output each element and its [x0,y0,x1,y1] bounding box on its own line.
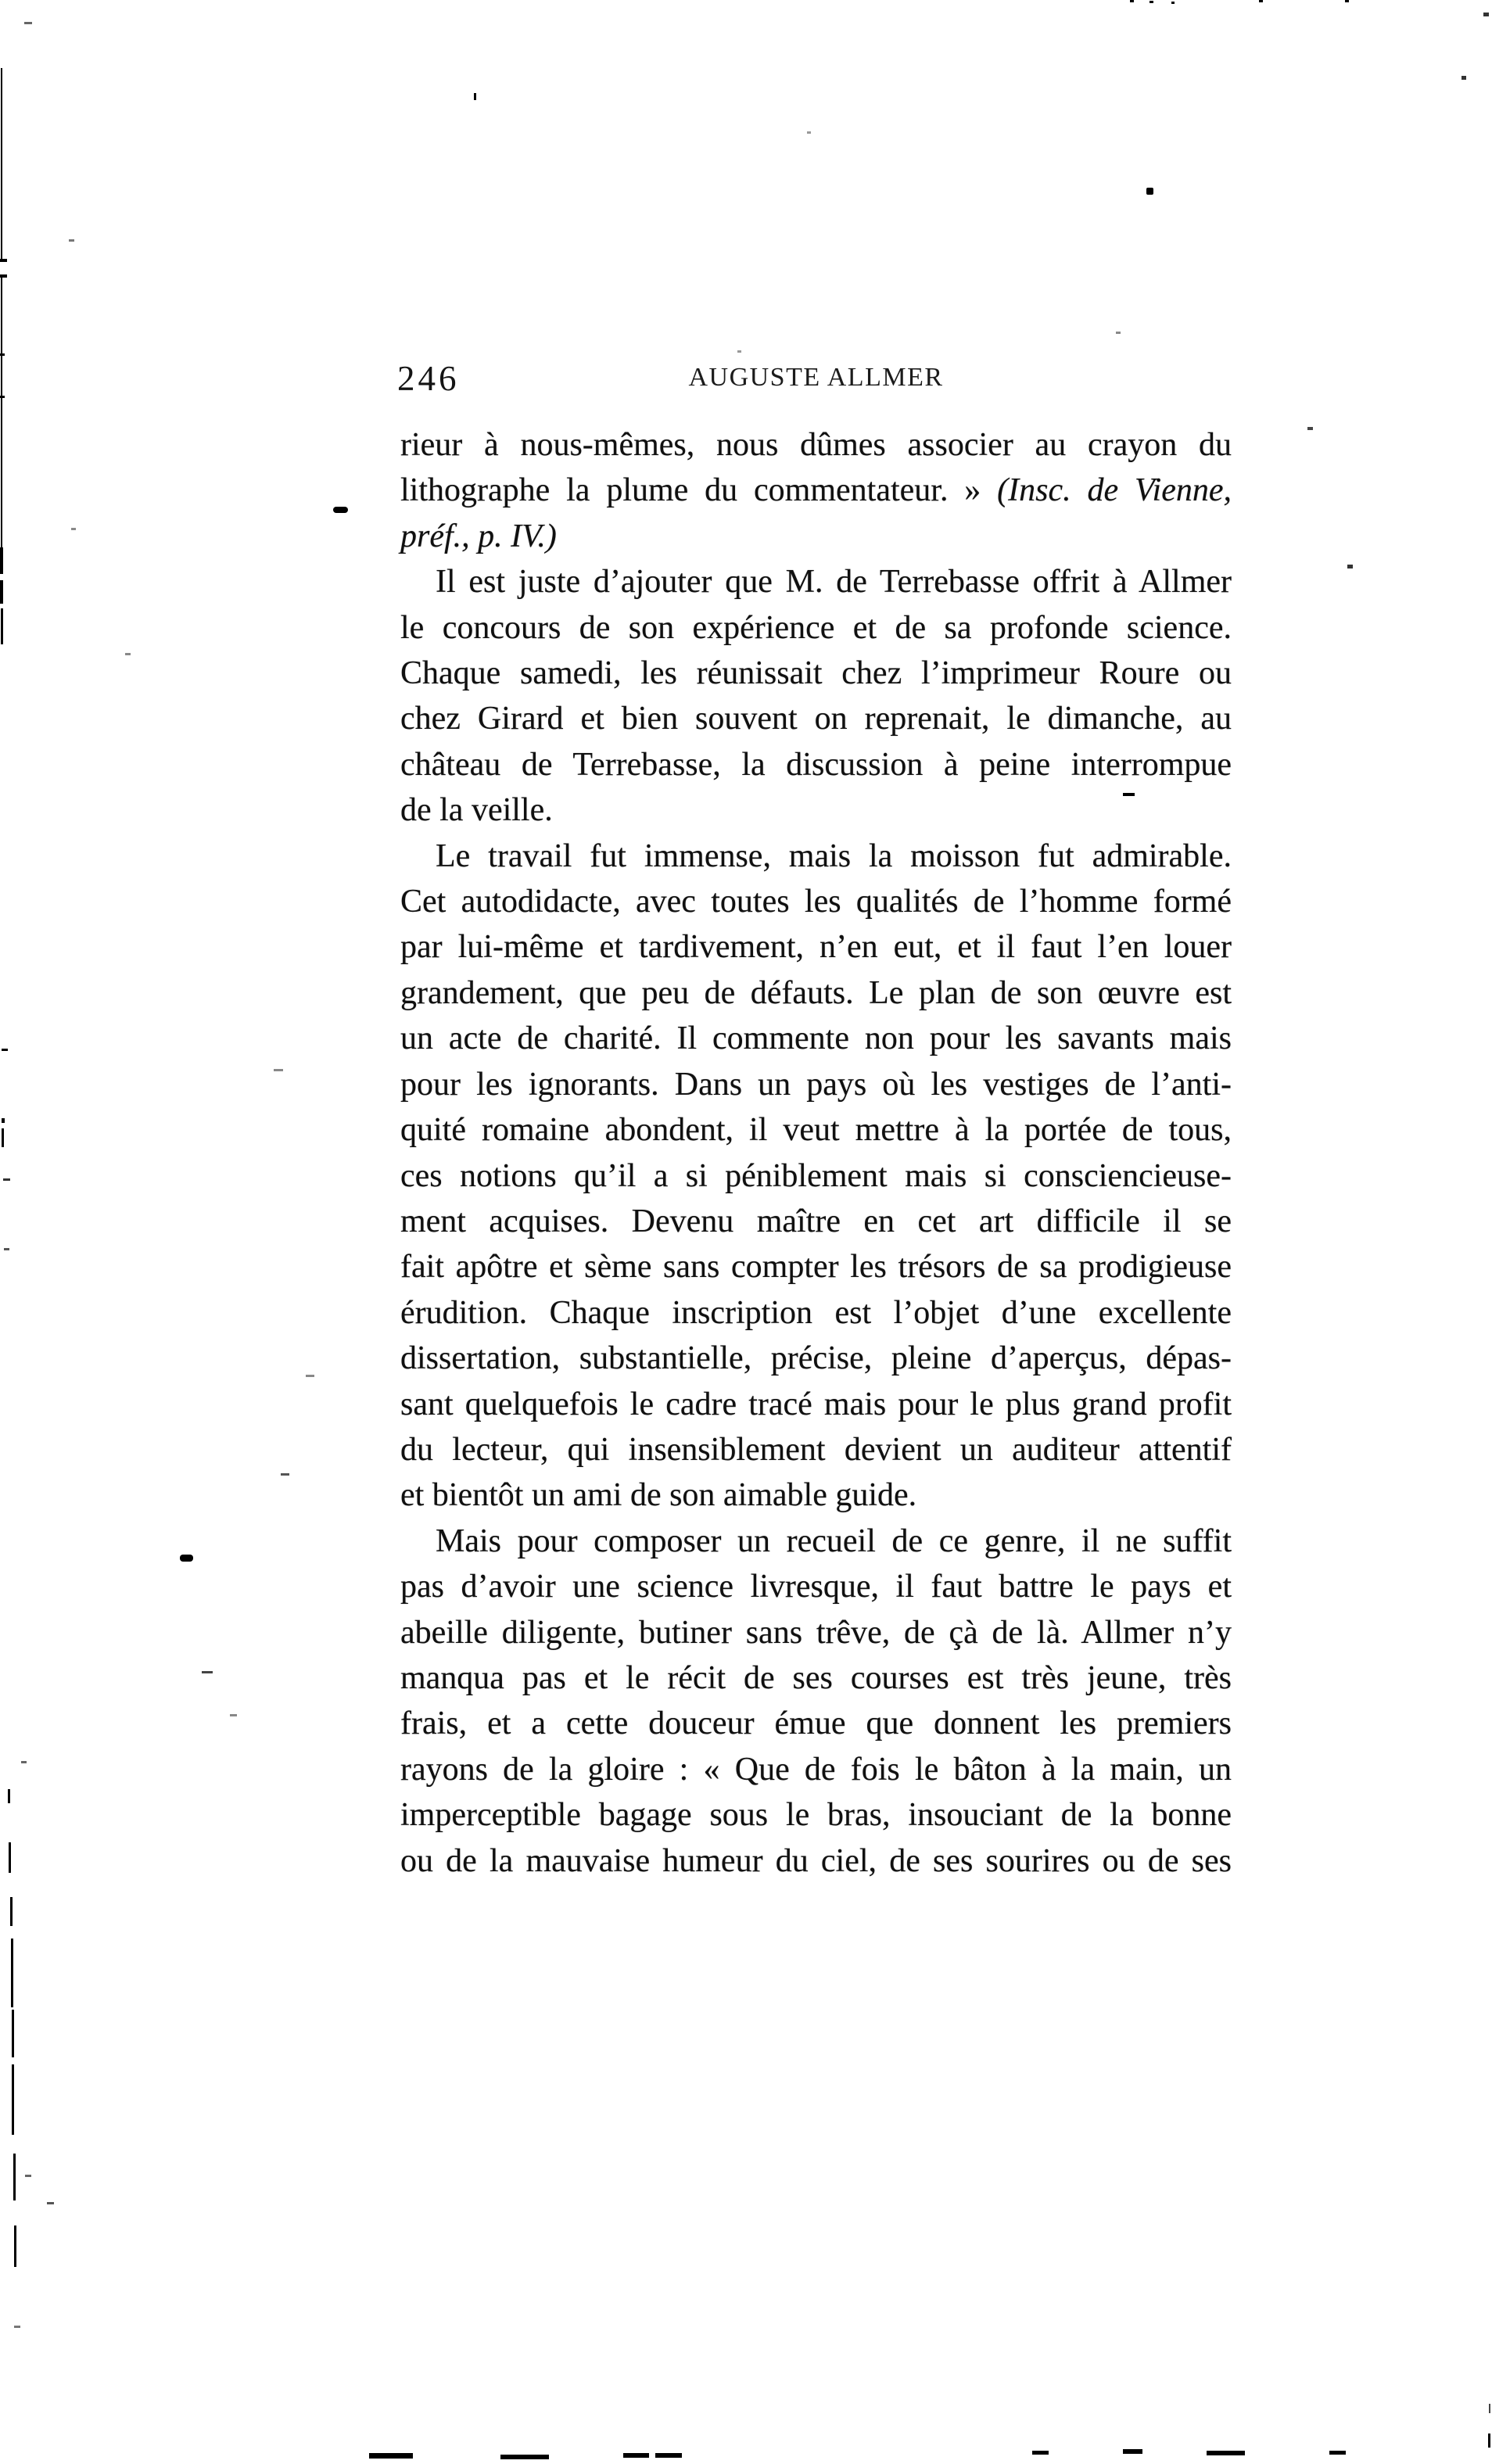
scan-speck [25,2175,31,2177]
line-text: le concours de son expérience et de sa profonde science. [400,609,1232,646]
line-text: chez Girard et bien souvent on reprenait, le dimanche, au [400,701,1232,737]
line-text: Mais pour composer un recueil de ce genre, il ne suffit [436,1523,1232,1559]
scan-speck [807,131,811,134]
scan-speck [1462,76,1466,80]
scan-speck [1149,1,1153,3]
scan-speck [1345,0,1349,2]
text-line [400,1427,1232,1472]
left-edge-line [1,356,2,473]
scan-speck [1171,2,1175,4]
bottom-edge-mark [1207,2451,1245,2455]
scan-speck [1307,427,1313,430]
left-edge-dash [10,1897,13,1926]
text-line [400,1519,1232,1564]
text-line [400,1382,1232,1427]
right-edge-tick [1488,2434,1490,2448]
line-text: quité romaine abondent, il veut mettre à la portée de tous, [400,1112,1232,1149]
left-edge-dash [9,1842,11,1873]
line-text: frais, et a cette douceur émue que donnent les premiers [400,1705,1232,1742]
left-edge-line [0,580,3,604]
scan-speck [2,1049,8,1051]
scan-speck [306,1375,314,1377]
scan-speck [24,22,32,24]
text-line [400,970,1232,1016]
line-text: manqua pas et le récit de ses courses est très jeune, très [400,1659,1232,1696]
text-line [400,1199,1232,1244]
line-text: et bientôt un ami de son aimable guide. [400,1477,917,1514]
right-edge-tick [1489,2404,1490,2413]
line-text: ces notions qu’il a si péniblement mais si consciencieuse- [400,1157,1232,1194]
line-text: lithographe la plume du commentateur. » [400,472,981,509]
text-line [400,1016,1232,1061]
line-text: château de Terrebasse, la discussion à peine interrompue [400,746,1232,783]
left-edge-dash [8,1789,10,1803]
bottom-edge-mark [1032,2451,1049,2455]
text-block [400,422,1232,1884]
page-number: 246 [397,359,460,398]
left-edge-dash [11,1939,13,2007]
scan-speck [274,1069,283,1071]
line-text: fait apôtre et sème sans compter les trésors de sa prodigieuse [400,1249,1232,1286]
text-line [400,422,1232,468]
scan-speck [71,528,76,530]
scan-speck [737,350,741,353]
scan-speck [333,507,348,513]
bottom-edge-mark [655,2453,682,2458]
line-text: ou de la mauvaise humeur du ciel, de ses sourires ou de ses [400,1842,1232,1879]
scan-speck [1347,565,1353,568]
scan-speck [1146,188,1153,195]
line-text: grandement, que peu de défauts. Le plan de son œuvre est [400,974,1232,1011]
text-line [400,879,1232,924]
line-text: par lui-même et tardivement, n’en eut, et il faut l’en louer [400,929,1232,966]
scan-speck [1483,13,1489,16]
text-line [400,1244,1232,1289]
scan-speck [474,93,476,100]
line-text: Le travail fut immense, mais la moisson fut admirable. [436,837,1232,874]
text-line [400,605,1232,651]
line-text: pour les ignorants. Dans un pays où les vestiges de l’anti- [400,1066,1232,1103]
left-edge-line [1,278,2,356]
text-line [400,559,1232,604]
line-text: ment acquises. Devenu maître en cet art difficile il se [400,1203,1232,1239]
line-text: de la veille. [400,792,553,829]
text-line [400,1336,1232,1381]
bottom-edge-mark [623,2453,649,2458]
text-line [400,1701,1232,1746]
line-text: dissertation, substantielle, précise, pleine d’aperçus, dépas- [400,1340,1232,1377]
left-edge-line [1,68,2,260]
left-edge-dash [13,2154,16,2200]
line-text: abeille diligente, butiner sans trêve, de çà de là. Allmer n’y [400,1614,1232,1651]
scan-speck [1259,0,1263,2]
left-edge-dash [12,2064,14,2135]
scan-speck [14,2326,20,2328]
line-text: érudition. Chaque inscription est l’objet d’une excellente [400,1294,1232,1331]
scan-speck [4,1248,9,1250]
text-line [400,1107,1232,1153]
line-text: sant quelquefois le cadre tracé mais pour le plus grand profit [400,1386,1232,1422]
left-edge-dash [14,2225,16,2267]
text-line [400,1610,1232,1655]
scan-speck [69,239,74,242]
text-line [400,651,1232,696]
scan-speck [21,1761,27,1763]
line-text: Il est juste d’ajouter que M. de Terrebasse offrit à Allmer [436,564,1232,601]
scan-speck [0,396,5,398]
scan-speck [1116,332,1121,334]
text-line [400,468,1232,513]
bottom-edge-mark [369,2453,413,2459]
bottom-edge-mark [500,2455,549,2459]
line-text: un acte de charité. Il commente non pour les savants mais [400,1020,1232,1057]
scan-speck [1130,0,1134,2]
text-line [400,1564,1232,1609]
text-line [400,1062,1232,1107]
line-text: du lecteur, qui insensiblement devient un auditeur attentif [400,1431,1232,1468]
line-text-italic: préf., p. IV.) [400,518,557,554]
text-line [400,1655,1232,1701]
bottom-edge-mark [1123,2449,1142,2454]
scan-speck [47,2202,54,2204]
text-line [400,1838,1232,1884]
line-text: rieur à nous-mêmes, nous dûmes associer au crayon du [400,427,1232,463]
line-text-italic: (Insc. de Vienne, [981,472,1232,509]
line-text: Chaque samedi, les réunissait chez l’imprimeur Roure ou [400,655,1232,692]
text-line [400,696,1232,741]
text-line [400,1792,1232,1838]
scan-speck [281,1473,289,1476]
line-text: imperceptible bagage sous le bras, insouciant de la bonne [400,1797,1232,1834]
line-text: Cet autodidacte, avec toutes les qualités de l’homme formé [400,884,1232,920]
scan-speck [202,1671,213,1673]
line-text: pas d’avoir une science livresque, il faut battre le pays et [400,1569,1232,1605]
page-header-title: AUGUSTE ALLMER [688,363,944,392]
scan-speck [2,1118,5,1123]
text-line [400,834,1232,879]
left-edge-line [2,1128,4,1147]
scan-speck [230,1714,237,1716]
text-line [400,1290,1232,1336]
text-line [400,514,1232,559]
left-edge-line [1,608,3,644]
text-line [400,1747,1232,1792]
left-edge-line [1,473,2,547]
text-line [400,742,1232,787]
left-edge-dash [12,2010,14,2057]
line-text: rayons de la gloire : « Que de fois le bâton à la main, un [400,1751,1232,1788]
text-line [400,924,1232,970]
scan-speck [1123,793,1135,796]
bottom-edge-mark [1329,2451,1346,2455]
scan-speck [0,259,7,262]
text-line [400,787,1232,833]
text-line [400,1472,1232,1518]
scan-speck [180,1555,193,1562]
text-line [400,1153,1232,1199]
scan-speck [3,1178,10,1181]
left-edge-line [0,547,3,574]
scan-speck [125,653,131,655]
